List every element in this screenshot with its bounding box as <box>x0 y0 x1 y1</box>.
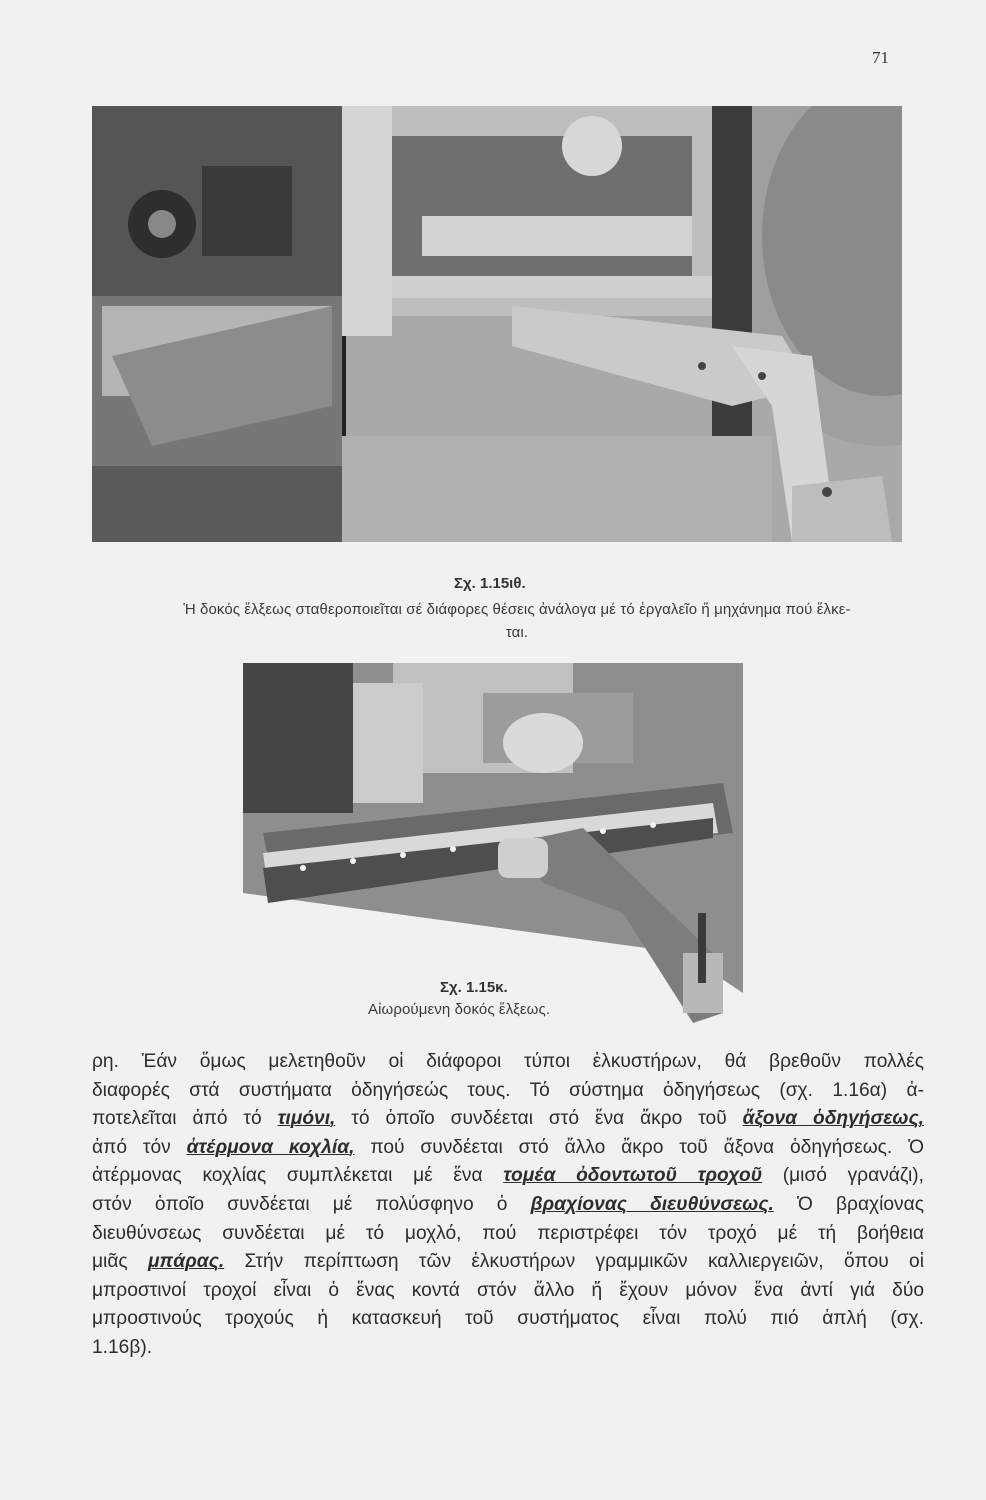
body-line <box>92 1134 924 1163</box>
body-line <box>92 1162 924 1191</box>
body-line <box>92 1191 924 1220</box>
figure-caption: Αἰωρούμενη δοκός ἕλξεως. <box>368 1001 551 1018</box>
term-worm-gear: ἀτέρμονα κοχλία, <box>186 1136 355 1158</box>
body-line <box>92 1248 924 1277</box>
term-steering-arm: βραχίονας διευθύνσεως. <box>530 1193 774 1215</box>
body-text-span: ρη. Ἐάν ὅμως μελετηθοῦν οἱ διάφοροι τύποι ἑλκυστήρων, θά βρεθοῦν πολλές <box>92 1051 924 1072</box>
body-text-span: Ὁ βραχίονας <box>773 1193 924 1215</box>
term-steering-shaft: ἄξονα ὁδηγήσεως, <box>742 1108 924 1130</box>
body-line <box>92 1334 924 1363</box>
body-text-span: τό ὁποῖο συνδέεται στό ἕνα ἄκρο τοῦ <box>335 1108 743 1130</box>
drawbar-photo <box>92 106 902 542</box>
body-text-span: μπροστινοί τροχοί εἶναι ὁ ἕνας κοντά στόν ἄλλο ἤ ἔχουν μόνον ἕνα ἀντί γιά δύο <box>92 1279 924 1301</box>
body-text-span: Στήν περίπτωση τῶν ἑλκυστήρων γραμμικῶν καλλιεργειῶν, ὅπου οἱ <box>224 1251 924 1273</box>
body-text-span: διαφορές στά συστήματα ὁδηγήσεώς τους. Τό σύστημα ὁδηγήσεως (σχ. 1.16α) ἀ- <box>92 1079 924 1101</box>
body-text-span: ἀπό τόν <box>92 1136 187 1158</box>
page-number: 71 <box>872 48 889 67</box>
term-tie-rod: μπάρας. <box>147 1251 225 1273</box>
body-line <box>92 1077 924 1106</box>
body-text-span: διευθύνσεως συνδέεται μέ τό μοχλό, πού περιστρέφει τόν τροχό μέ τή βοήθεια <box>92 1222 924 1244</box>
body-text-span: μιᾶς <box>92 1251 148 1273</box>
drawbar-photo-illustration <box>92 106 902 542</box>
body-text-span: (μισό γρανάζι), <box>762 1165 924 1187</box>
figure-caption <box>112 598 922 644</box>
body-text-span: ποτελεῖται ἀπό τό <box>92 1108 278 1130</box>
body-line <box>92 1277 924 1306</box>
body-text-span: ἀτέρμονας κοχλίας συμπλέκεται μέ ἕνα <box>92 1165 504 1187</box>
figure-label: Σχ. 1.15ιθ. <box>454 575 526 592</box>
body-paragraph <box>92 1048 924 1363</box>
body-text-span: πού συνδέεται στό ἄλλο ἄκρο τοῦ ἄξονα ὁδηγήσεως. Ὁ <box>354 1136 924 1158</box>
figure-caption-line: Ἡ δοκός ἕλξεως σταθεροποιεῖται σέ διάφορες θέσεις ἀνάλογα μέ τό ἐργαλεῖο ἤ μηχάνημα πού ἕλκε- <box>183 601 851 618</box>
term-gear-sector: τομέα ὀδοντωτοῦ τροχοῦ <box>503 1165 763 1187</box>
swinging-drawbar-photo-illustration <box>243 663 743 1025</box>
body-line <box>92 1105 924 1134</box>
body-line <box>92 1048 924 1077</box>
swinging-drawbar-photo <box>243 663 743 1025</box>
term-steering-wheel: τιμόνι, <box>277 1108 336 1130</box>
body-text-span: 1.16β). <box>92 1336 153 1358</box>
body-text-span: μπροστινούς τροχούς ἡ κατασκευή τοῦ συστήματος εἶναι πολύ πιό ἁπλή (σχ. <box>92 1308 924 1330</box>
body-line <box>92 1305 924 1334</box>
body-text-span: στόν ὁποῖο συνδέεται μέ πολύσφηνο ὁ <box>92 1193 531 1215</box>
body-line <box>92 1220 924 1249</box>
figure-caption-line: ται. <box>505 624 529 641</box>
figure-label: Σχ. 1.15κ. <box>440 979 508 996</box>
